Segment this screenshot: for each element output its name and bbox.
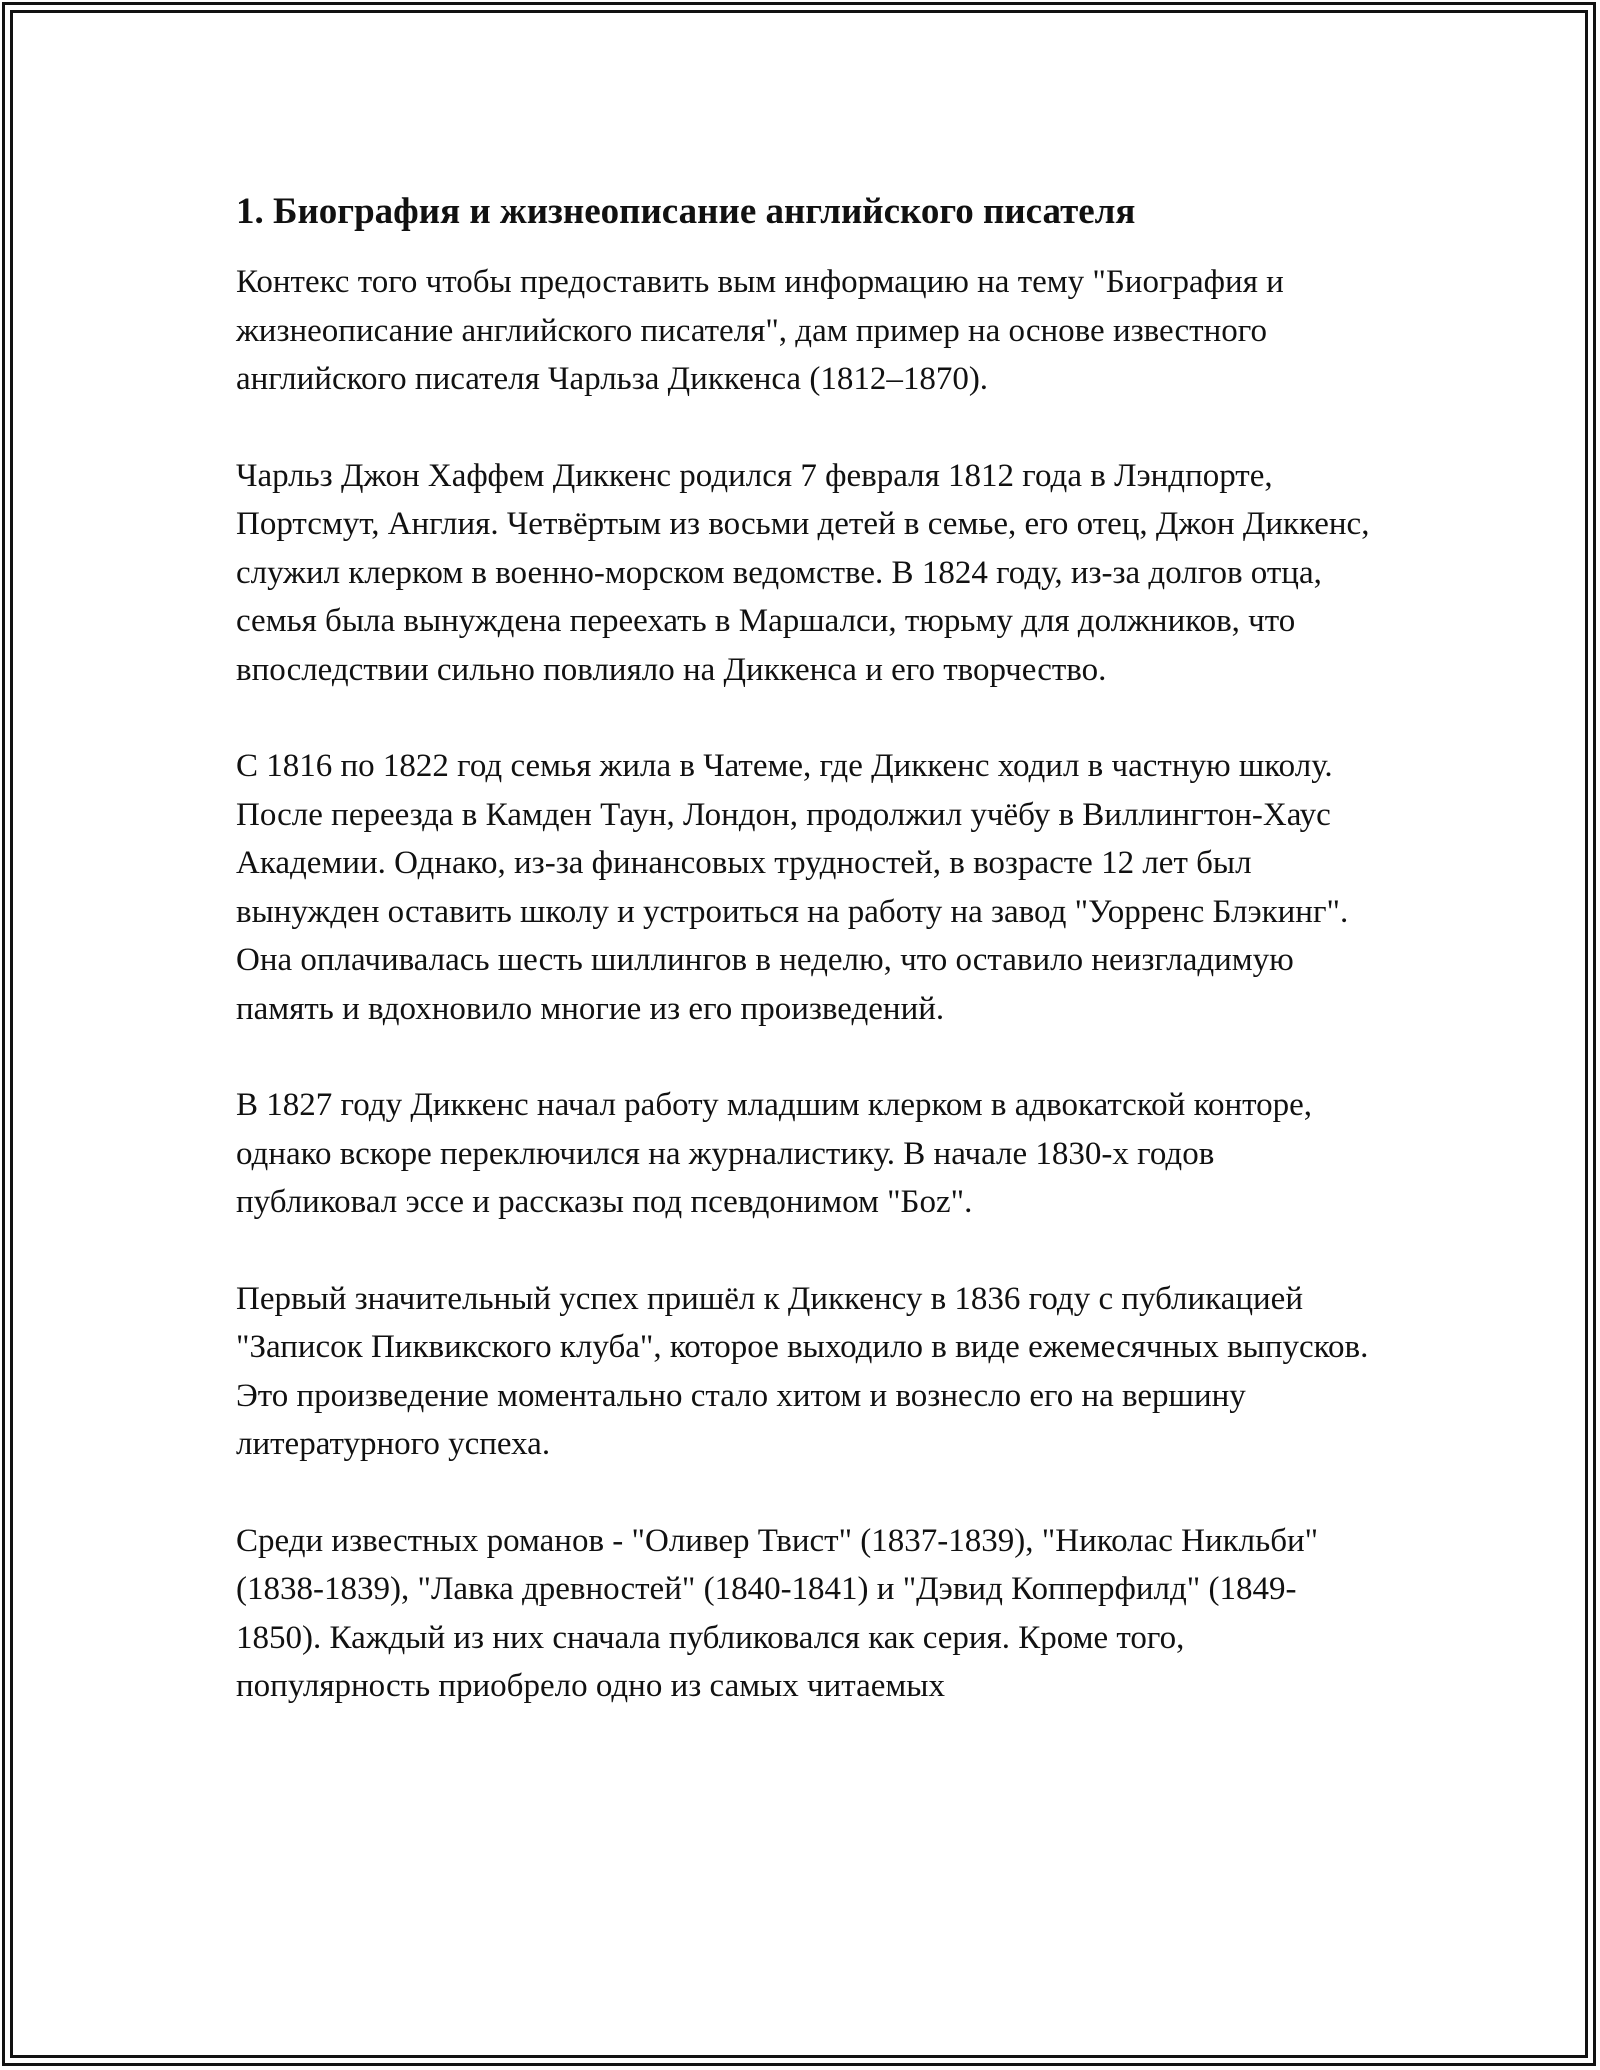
paragraph-intro: Контекс того чтобы предоставить вым информацию на тему "Биография и жизнеописание английского писателя", дам пример на основе известного английского писателя Чарльза Диккенса (1812–1870).	[236, 264, 1284, 397]
document-body	[236, 186, 1376, 1759]
paragraph-early-career: В 1827 году Диккенс начал работу младшим клерком в адвокатской конторе, однако вскоре переключился на журналистику. В начале 1830-х годов публиковал эссе и рассказы под псевдонимом "Боz".	[236, 1087, 1312, 1220]
paragraph-novels: Среди известных романов - "Оливер Твист" (1837-1839), "Николас Никльби" (1838-1839), "Лавка древностей" (1840-1841) и "Дэвид Копперфилд" (1849-1850). Каждый из них сначала публиковался как серия. Кроме того, популярность приобрело одно из самых читаемых	[236, 1522, 1319, 1704]
paragraph-first-success: Первый значительный успех пришёл к Диккенсу в 1836 году с публикацией "Записок Пиквикского клуба", которое выходило в виде ежемесячных выпусков. Это произведение моментально стало хитом и вознесло его на вершину литературного успеха.	[236, 1280, 1369, 1462]
section-heading: 1. Биография и жизнеописание английского писателя	[236, 191, 1136, 232]
paragraph-childhood: С 1816 по 1822 год семья жила в Чатеме, где Диккенс ходил в частную школу. После переезда в Камден Таун, Лондон, продолжил учёбу в Виллингтон-Хаус Академии. Однако, из-за финансовых трудностей, в возрасте 12 лет был вынужден оставить школу и устроиться на работу на завод "Уорренс Блэкинг". Она оплачивалась шесть шиллингов в неделю, что оставило неизгладимую память и вдохновило многие из его произведений.	[236, 748, 1349, 1027]
paragraph-birth: Чарльз Джон Хаффем Диккенс родился 7 февраля 1812 года в Лэндпорте, Портсмут, Англия. Четвёртым из восьми детей в семье, его отец, Джон Диккенс, служил клерком в военно-морском ведомстве. В 1824 году, из-за долгов отца, семья была вынуждена переехать в Маршалси, тюрьму для должников, что впоследствии сильно повлияло на Диккенса и его творчество.	[236, 457, 1370, 688]
